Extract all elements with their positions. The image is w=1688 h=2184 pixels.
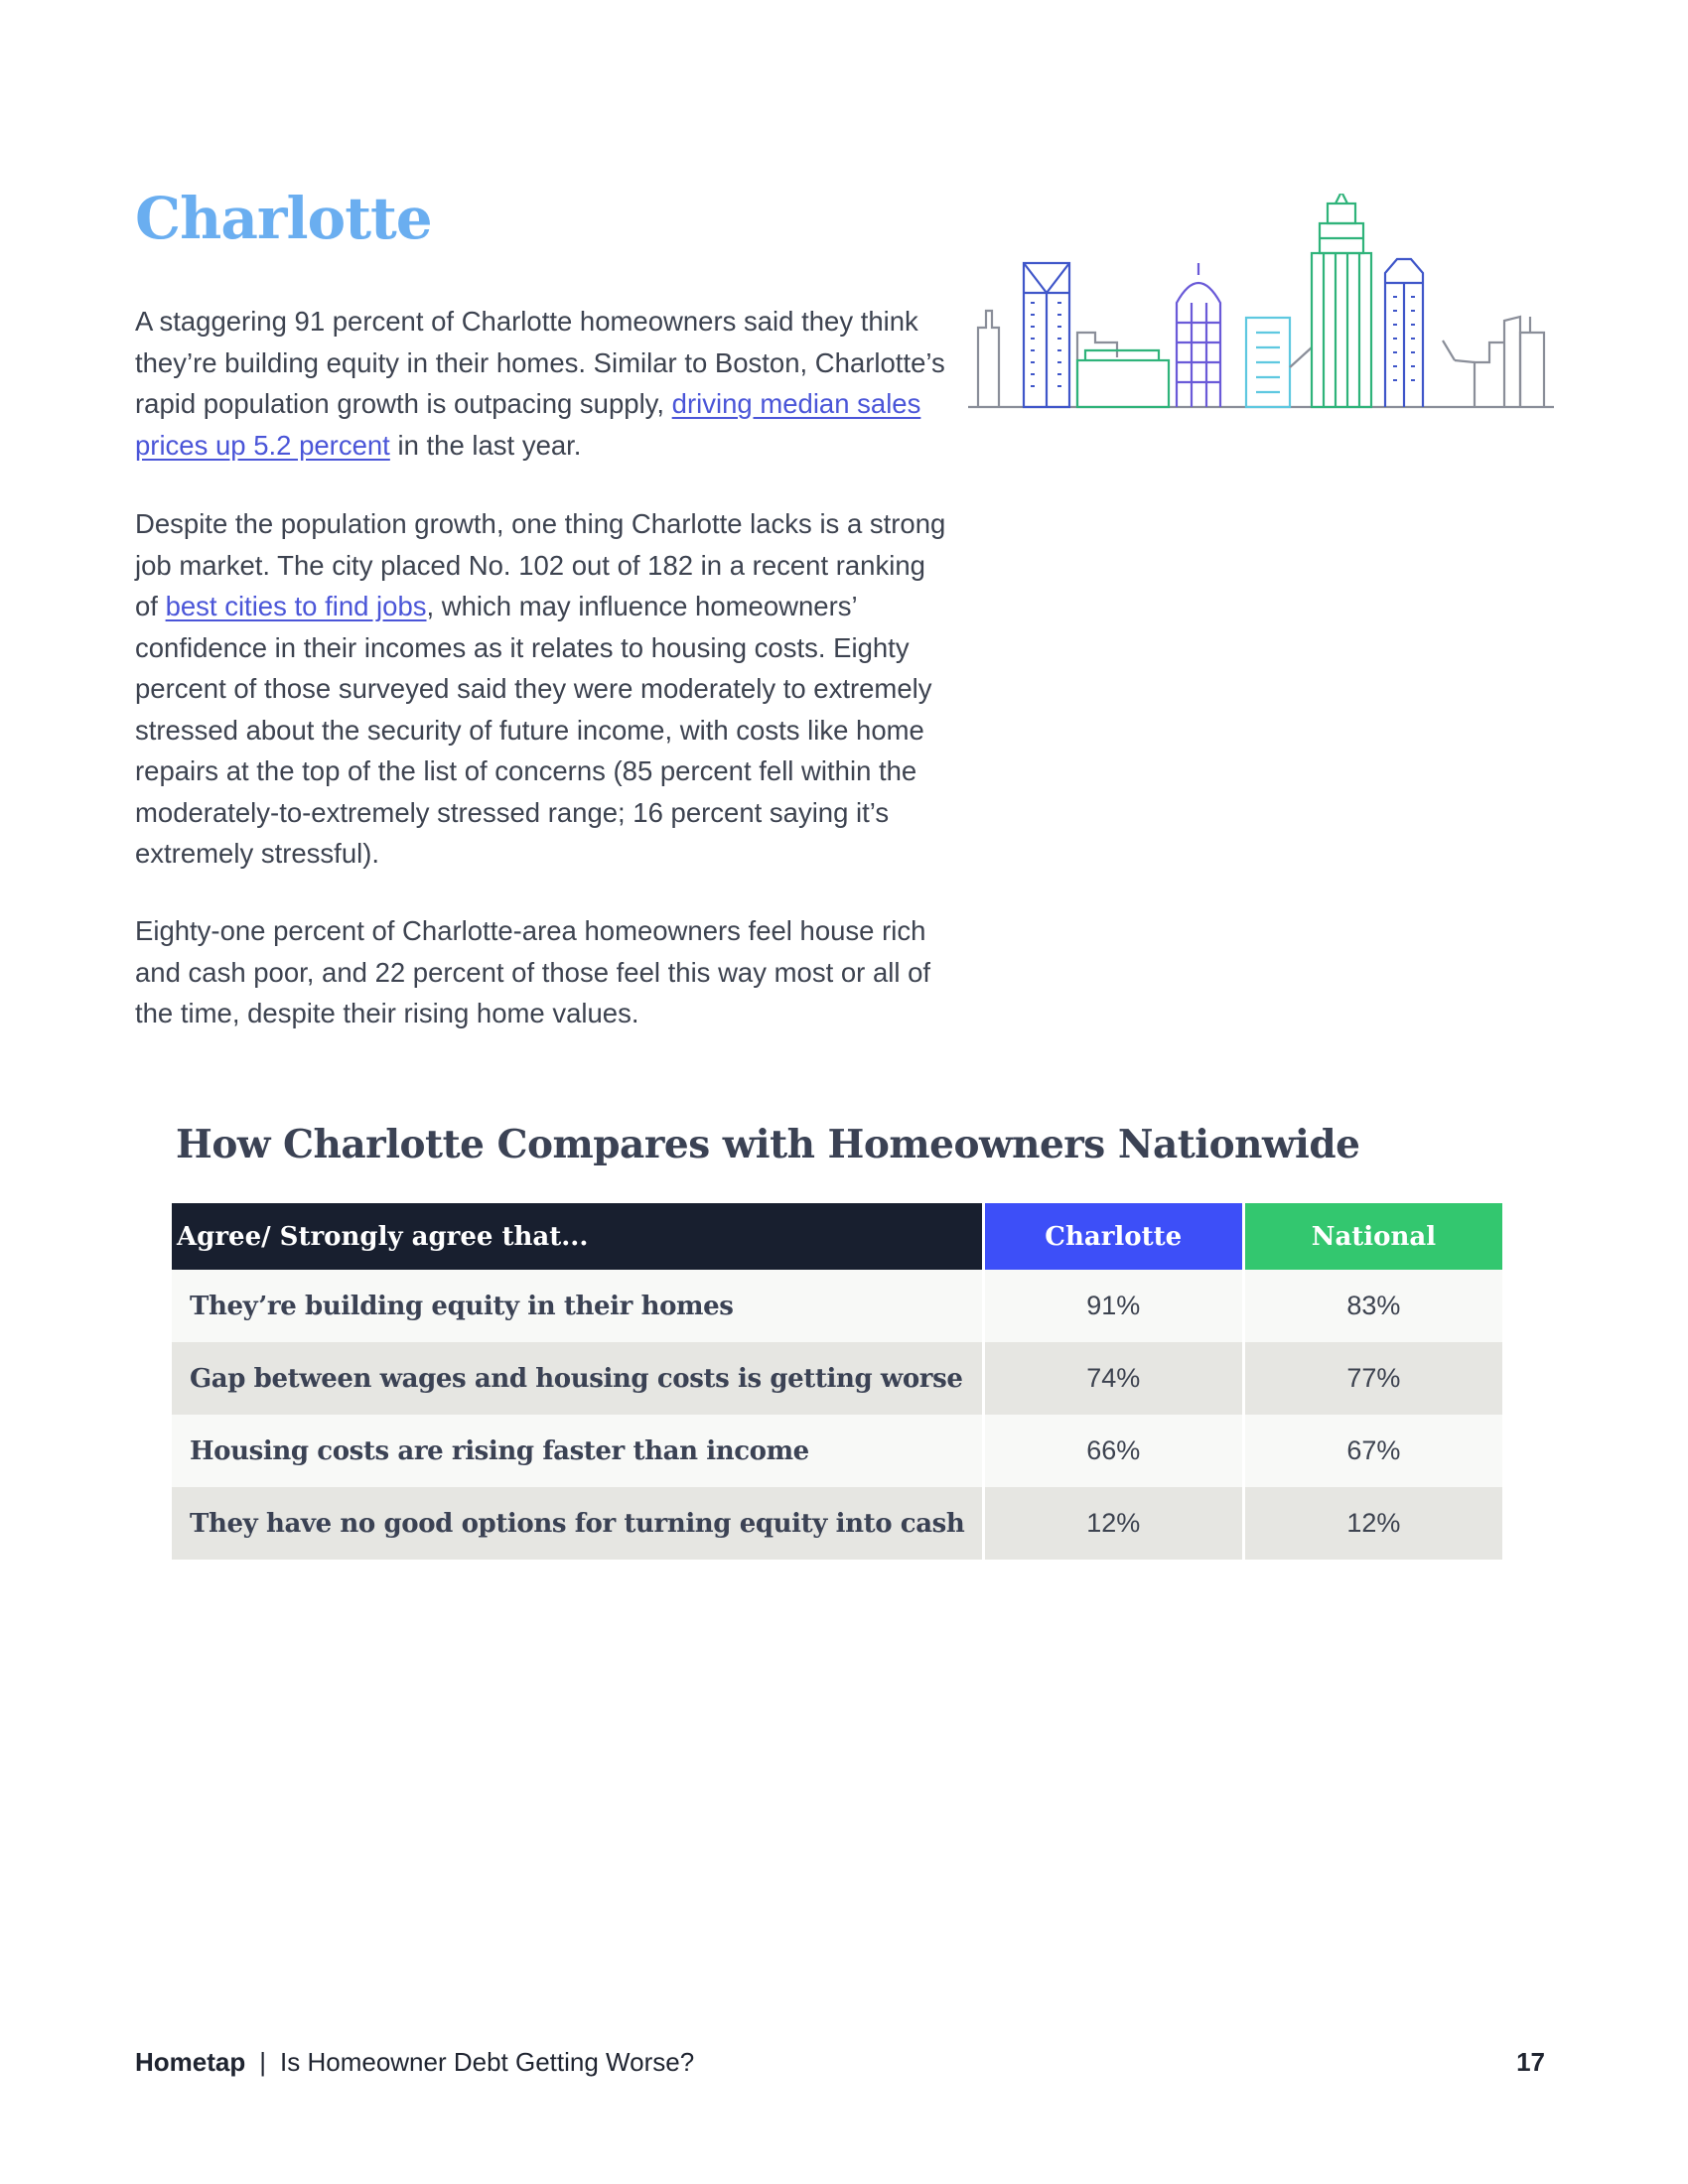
paragraph-text: A staggering 91 percent of Charlotte homeowners said they think they’re building equity in their homes. Similar to Boston, Charlotte’s rapid population growth is outpacing supply, [135,306,945,419]
header-national: National [1245,1203,1502,1270]
comparison-table-title: How Charlotte Compares with Homeowners Nationwide [176,1122,1360,1167]
row-label: They’re building equity in their homes [172,1270,982,1342]
best-cities-jobs-link[interactable]: best cities to find jobs [165,591,427,621]
footer-brand: Hometap [135,2047,246,2077]
table-row [172,1415,1502,1487]
header-charlotte: Charlotte [985,1203,1242,1270]
row-label: Housing costs are rising faster than income [172,1415,982,1487]
national-value: 67% [1245,1415,1502,1487]
national-value: 77% [1245,1342,1502,1415]
footer-separator: | [259,2047,267,2077]
table-row [172,1487,1502,1560]
row-label: Gap between wages and housing costs is getting worse [172,1342,982,1415]
row-label: They have no good options for turning equity into cash [172,1487,982,1560]
paragraph-text: , which may influence homeowners’ confidence in their incomes as it relates to housing costs. Eighty percent of those surveyed said they were moderately to extremely stressed about the security of future income, with costs like home repairs at the top of the list of concerns (85 percent fell within the moderately-to-extremely stressed range; 16 percent saying it’s extremely stressful). [135,591,932,869]
national-value: 83% [1245,1270,1502,1342]
paragraph-text: Despite the population growth, one thing Charlotte lacks is a strong job market. The city placed No. 102 out of 182 in a recent ranking of [135,508,946,621]
national-value: 12% [1245,1487,1502,1560]
charlotte-value: 91% [985,1270,1242,1342]
paragraph-house-rich: Eighty-one percent of Charlotte-area homeowners feel house rich and cash poor, and 22 percent of those feel this way most or all of the time, despite their rising home values. [135,915,931,1028]
paragraph-equity [135,301,949,466]
comparison-table [169,1203,1505,1560]
page-footer [135,2047,1545,2078]
paragraph-text: in the last year. [389,429,582,461]
table-row [172,1342,1502,1415]
paragraph-job-market [135,503,949,875]
median-sales-prices-link[interactable]: driving median sales prices up 5.2 percent [135,388,921,461]
table-header-row [172,1203,1502,1270]
page-number: 17 [1516,2047,1545,2077]
footer-doc-title: Is Homeowner Debt Getting Worse? [280,2047,695,2077]
charlotte-value: 12% [985,1487,1242,1560]
city-skyline-illustration [968,194,1554,412]
header-agree: Agree/ Strongly agree that... [172,1203,982,1270]
page-title: Charlotte [135,185,432,252]
charlotte-value: 66% [985,1415,1242,1487]
charlotte-value: 74% [985,1342,1242,1415]
table-row [172,1270,1502,1342]
